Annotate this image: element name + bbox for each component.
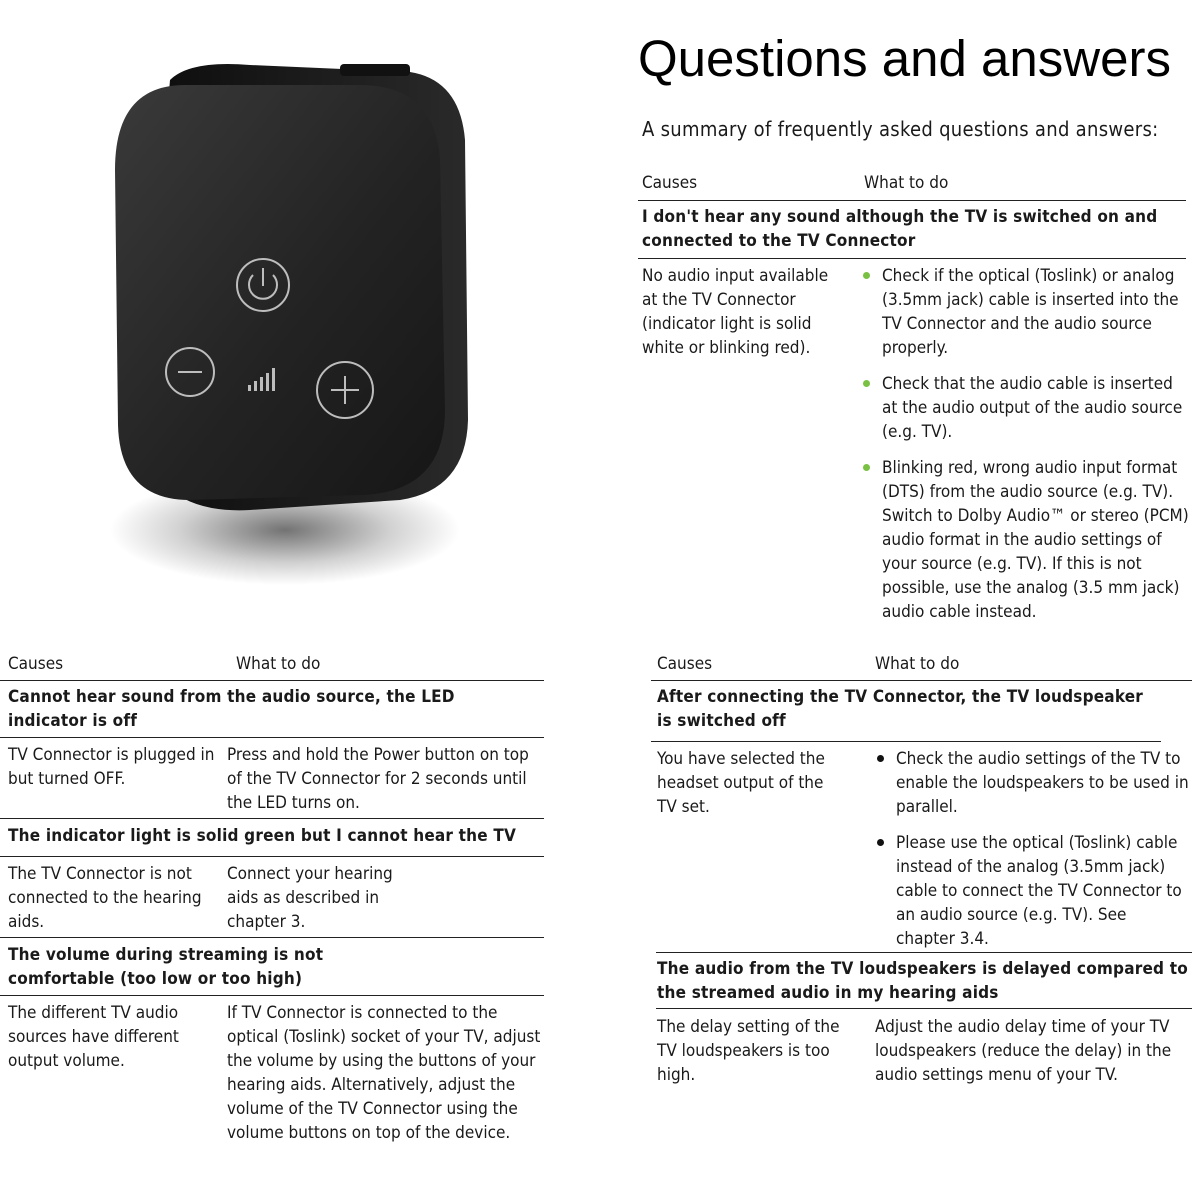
list-item: Please use the optical (Toslink) cable instead of the analog (3.5mm jack) cable to connect the TV Connector to an audio source (e.g. TV). See chapter 3.4.: [874, 831, 1189, 951]
left-q1: Cannot hear sound from the audio source, the LED indicator is off: [8, 687, 455, 731]
right-col-causes: Causes: [657, 654, 713, 674]
top-col-todo: What to do: [864, 173, 949, 193]
divider: [638, 258, 1186, 259]
page-title: Questions and answers: [638, 30, 1171, 87]
right-q2: The audio from the TV loudspeakers is delayed compared to the streamed audio in my hearing aids: [657, 959, 1188, 1003]
left-q1-todo: Press and hold the Power button on top of the TV Connector for 2 seconds until the LED turns on.: [227, 745, 529, 813]
divider: [0, 680, 544, 681]
top-actions-list: [860, 264, 1190, 636]
left-q3: The volume during streaming is not comfortable (too low or too high): [8, 945, 324, 989]
page-subtitle: A summary of frequently asked questions and answers:: [642, 117, 1159, 141]
list-item: Check if the optical (Toslink) or analog (3.5mm jack) cable is inserted into the TV Connector and the audio source properly.: [860, 264, 1190, 360]
divider: [0, 995, 544, 996]
list-item: Check that the audio cable is inserted at the audio output of the audio source (e.g. TV).: [860, 372, 1190, 444]
right-q2-todo: Adjust the audio delay time of your TV loudspeakers (reduce the delay) in the audio settings menu of your TV.: [875, 1017, 1172, 1085]
top-question: I don't hear any sound although the TV is switched on and connected to the TV Connector: [642, 207, 1158, 251]
divider: [656, 952, 1192, 953]
right-actions-list: [874, 747, 1189, 963]
left-col-todo: What to do: [236, 654, 321, 674]
left-q2-cause: The TV Connector is not connected to the hearing aids.: [8, 864, 202, 932]
divider: [656, 1008, 1192, 1009]
right-col-todo: What to do: [875, 654, 960, 674]
divider: [638, 200, 1186, 201]
divider: [0, 737, 544, 738]
left-col-causes: Causes: [8, 654, 64, 674]
top-col-causes: Causes: [642, 173, 698, 193]
tv-connector-device-image: [100, 60, 470, 600]
left-q2-todo: Connect your hearing aids as described in chapter 3.: [227, 864, 393, 932]
device-face: [115, 85, 445, 500]
divider: [0, 856, 544, 857]
right-q1: After connecting the TV Connector, the TV loudspeaker is switched off: [657, 687, 1144, 731]
divider: [651, 741, 1161, 742]
left-q1-cause: TV Connector is plugged in but turned OFF.: [8, 745, 215, 789]
top-cause: No audio input available at the TV Connector (indicator light is solid white or blinking red).: [642, 266, 829, 358]
divider: [0, 818, 544, 819]
list-item: Blinking red, wrong audio input format (DTS) from the audio source (e.g. TV). Switch to Dolby Audio™ or stereo (PCM) audio format in the audio settings of your source (e.g. TV). If this is not possible, use the analog (3.5 mm jack) audio cable instead.: [860, 456, 1190, 624]
divider: [651, 680, 1192, 681]
left-q3-cause: The different TV audio sources have different output volume.: [8, 1003, 179, 1071]
right-q1-cause: You have selected the headset output of the TV set.: [657, 749, 825, 817]
divider: [0, 937, 544, 938]
left-q2: The indicator light is solid green but I cannot hear the TV: [8, 826, 517, 846]
list-item: Check the audio settings of the TV to enable the loudspeakers to be used in parallel.: [874, 747, 1189, 819]
left-q3-todo: If TV Connector is connected to the optical (Toslink) socket of your TV, adjust the volume by using the buttons of your hearing aids. Alternatively, adjust the volume of the TV Connector using the volume buttons on top of the device.: [227, 1003, 541, 1143]
right-q2-cause: The delay setting of the TV loudspeakers is too high.: [657, 1017, 840, 1085]
